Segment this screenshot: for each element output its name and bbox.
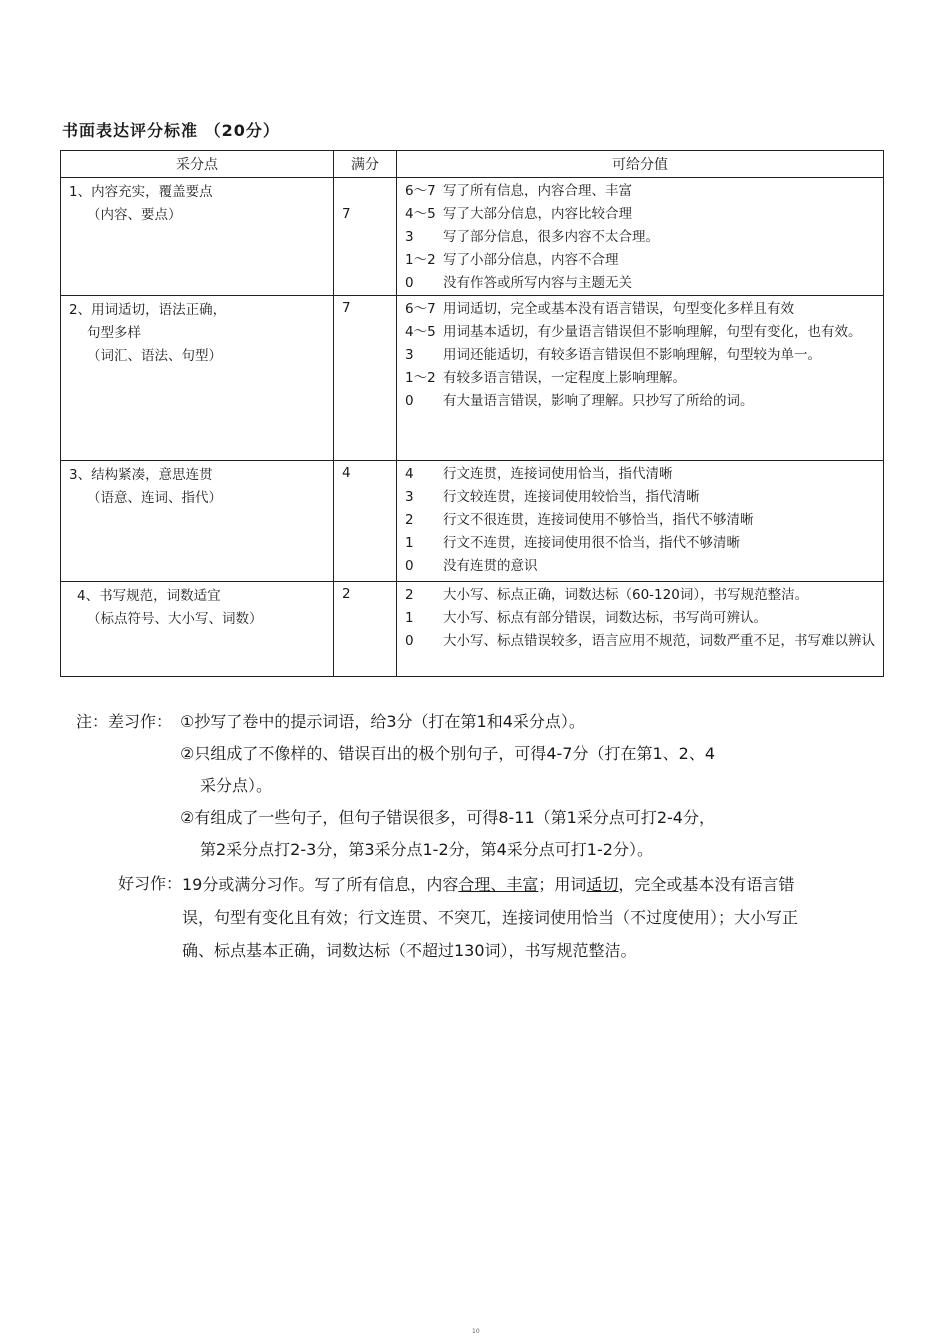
max-score: 2 bbox=[342, 586, 351, 602]
criteria-score: 3 bbox=[405, 489, 414, 505]
max-score: 4 bbox=[342, 465, 351, 481]
table-row bbox=[61, 178, 884, 296]
good-text-part: 19分或满分习作。写了所有信息，内容 bbox=[182, 875, 459, 894]
criteria-score: 0 bbox=[405, 393, 414, 409]
criteria-score: 1 bbox=[405, 535, 414, 551]
criteria-score: 0 bbox=[405, 633, 414, 649]
header-criteria: 可给分值 bbox=[397, 151, 884, 178]
criteria-score: 2 bbox=[405, 587, 414, 603]
criteria-line bbox=[405, 203, 877, 226]
max-cell bbox=[334, 461, 397, 582]
header-max: 满分 bbox=[334, 151, 397, 178]
max-score: 7 bbox=[342, 206, 351, 222]
point-sub: （内容、要点） bbox=[87, 207, 182, 223]
criteria-text: 行文不很连贯，连接词使用不够恰当，指代不够清晰 bbox=[443, 512, 754, 528]
good-text-underlined: 适切 bbox=[586, 875, 619, 894]
criteria-line bbox=[405, 532, 877, 555]
criteria-cell bbox=[397, 461, 884, 582]
criteria-cell bbox=[397, 296, 884, 461]
criteria-text: 用词还能适切，有较多语言错误但不影响理解，句型较为单一。 bbox=[443, 347, 821, 363]
criteria-score: 1～2 bbox=[405, 252, 436, 268]
scoring-table bbox=[60, 150, 884, 677]
criteria-score: 4 bbox=[405, 466, 414, 482]
criteria-text: 写了小部分信息，内容不合理 bbox=[443, 252, 619, 268]
table-header-row bbox=[61, 151, 884, 178]
criteria-line bbox=[405, 226, 877, 249]
criteria-score: 2 bbox=[405, 512, 414, 528]
criteria-score: 1 bbox=[405, 610, 414, 626]
point-sub: 句型多样 bbox=[87, 325, 141, 341]
criteria-line bbox=[405, 180, 877, 203]
criteria-score: 0 bbox=[405, 558, 414, 574]
good-essay-note bbox=[76, 868, 836, 967]
criteria-line bbox=[405, 509, 877, 532]
note-text-continued: 采分点）。 bbox=[200, 776, 273, 795]
criteria-text: 写了所有信息，内容合理、丰富 bbox=[443, 183, 632, 199]
criteria-text: 用词适切，完全或基本没有语言错误，句型变化多样且有效 bbox=[443, 301, 794, 317]
criteria-text: 行文连贯，连接词使用恰当，指代清晰 bbox=[443, 466, 673, 482]
criteria-score: 3 bbox=[405, 347, 414, 363]
criteria-score: 6～7 bbox=[405, 301, 436, 317]
point-sub: （语意、连词、指代） bbox=[87, 490, 222, 506]
note-item bbox=[76, 706, 836, 738]
good-text-underlined: 合理、丰富 bbox=[458, 875, 539, 894]
point-cell bbox=[61, 296, 334, 461]
criteria-cell bbox=[397, 178, 884, 296]
criteria-text: 大小写、标点有部分错误，词数达标，书写尚可辨认。 bbox=[443, 610, 767, 626]
page-number: 10 bbox=[472, 1328, 480, 1335]
point-cell bbox=[61, 461, 334, 582]
page-title: 书面表达评分标准 （20分） bbox=[62, 121, 280, 140]
point-title: 3、结构紧凑，意思连贯 bbox=[69, 467, 213, 483]
point-cell bbox=[61, 178, 334, 296]
point-cell bbox=[61, 582, 334, 677]
criteria-score: 3 bbox=[405, 229, 414, 245]
criteria-line bbox=[405, 367, 877, 390]
max-cell bbox=[334, 582, 397, 677]
criteria-text: 写了部分信息，很多内容不太合理。 bbox=[443, 229, 659, 245]
good-text-part: ；用词 bbox=[538, 875, 587, 894]
note-item bbox=[76, 802, 836, 866]
point-sub: （标点符号、大小写、词数） bbox=[87, 611, 263, 627]
criteria-line bbox=[405, 390, 877, 413]
criteria-score: 0 bbox=[405, 275, 414, 291]
criteria-text: 大小写、标点错误较多，语言应用不规范，词数严重不足，书写难以辨认 bbox=[443, 633, 875, 649]
notes-label: 注：差习作： bbox=[76, 712, 173, 731]
good-essay-text bbox=[182, 868, 807, 967]
notes-section bbox=[76, 706, 836, 967]
criteria-line bbox=[405, 607, 877, 630]
criteria-text: 大小写、标点正确，词数达标（60-120词），书写规范整洁。 bbox=[443, 587, 809, 603]
criteria-line bbox=[405, 486, 877, 509]
point-title: 2、用词适切，语法正确， bbox=[69, 302, 227, 318]
note-text: ②有组成了一些句子，但句子错误很多，可得8-11（第1采分点可打2-4分， bbox=[180, 808, 715, 827]
criteria-score: 1～2 bbox=[405, 370, 436, 386]
criteria-line bbox=[405, 630, 877, 653]
max-cell bbox=[334, 178, 397, 296]
header-points: 采分点 bbox=[61, 151, 334, 178]
criteria-line bbox=[405, 298, 877, 321]
max-score: 7 bbox=[342, 300, 351, 316]
criteria-line bbox=[405, 555, 877, 578]
criteria-text: 写了大部分信息，内容比较合理 bbox=[443, 206, 632, 222]
criteria-line bbox=[405, 272, 877, 295]
criteria-text: 行文较连贯，连接词使用较恰当，指代清晰 bbox=[443, 489, 700, 505]
note-text: ①抄写了卷中的提示词语，给3分（打在第1和4采分点）。 bbox=[180, 712, 585, 731]
table-row bbox=[61, 296, 884, 461]
criteria-score: 4～5 bbox=[405, 324, 436, 340]
criteria-line bbox=[405, 463, 877, 486]
criteria-text: 有较多语言错误，一定程度上影响理解。 bbox=[443, 370, 686, 386]
point-sub: （词汇、语法、句型） bbox=[87, 348, 222, 364]
criteria-line bbox=[405, 321, 877, 344]
criteria-line bbox=[405, 584, 877, 607]
criteria-line bbox=[405, 249, 877, 272]
point-title: 1、内容充实，覆盖要点 bbox=[69, 184, 213, 200]
criteria-line bbox=[405, 344, 877, 367]
note-item bbox=[76, 738, 836, 802]
criteria-score: 4～5 bbox=[405, 206, 436, 222]
criteria-text: 有大量语言错误，影响了理解。只抄写了所给的词。 bbox=[443, 393, 754, 409]
table-row bbox=[61, 582, 884, 677]
note-text: ②只组成了不像样的、错误百出的极个别句子，可得4-7分（打在第1、2、4 bbox=[180, 744, 716, 763]
table-row bbox=[61, 461, 884, 582]
criteria-cell bbox=[397, 582, 884, 677]
criteria-text: 用词基本适切，有少量语言错误但不影响理解，句型有变化，也有效。 bbox=[443, 324, 862, 340]
criteria-text: 行文不连贯，连接词使用很不恰当，指代不够清晰 bbox=[443, 535, 740, 551]
criteria-text: 没有作答或所写内容与主题无关 bbox=[443, 275, 632, 291]
max-cell bbox=[334, 296, 397, 461]
criteria-text: 没有连贯的意识 bbox=[443, 558, 538, 574]
good-essay-label: 好习作： bbox=[117, 874, 182, 893]
criteria-score: 6～7 bbox=[405, 183, 436, 199]
note-text-continued: 第2采分点打2-3分，第3采分点1-2分，第4采分点可打1-2分）。 bbox=[200, 840, 653, 859]
good-text-part: ，完全或基本没有语言错误，句型有变化且有效；行文连贯、不突兀，连接词使用恰当（不过度使用）；大小写正确、标点基本正确，词数达标（不超过130词），书写规范整洁。 bbox=[182, 875, 799, 960]
point-title: 4、书写规范，词数适宜 bbox=[77, 588, 221, 604]
